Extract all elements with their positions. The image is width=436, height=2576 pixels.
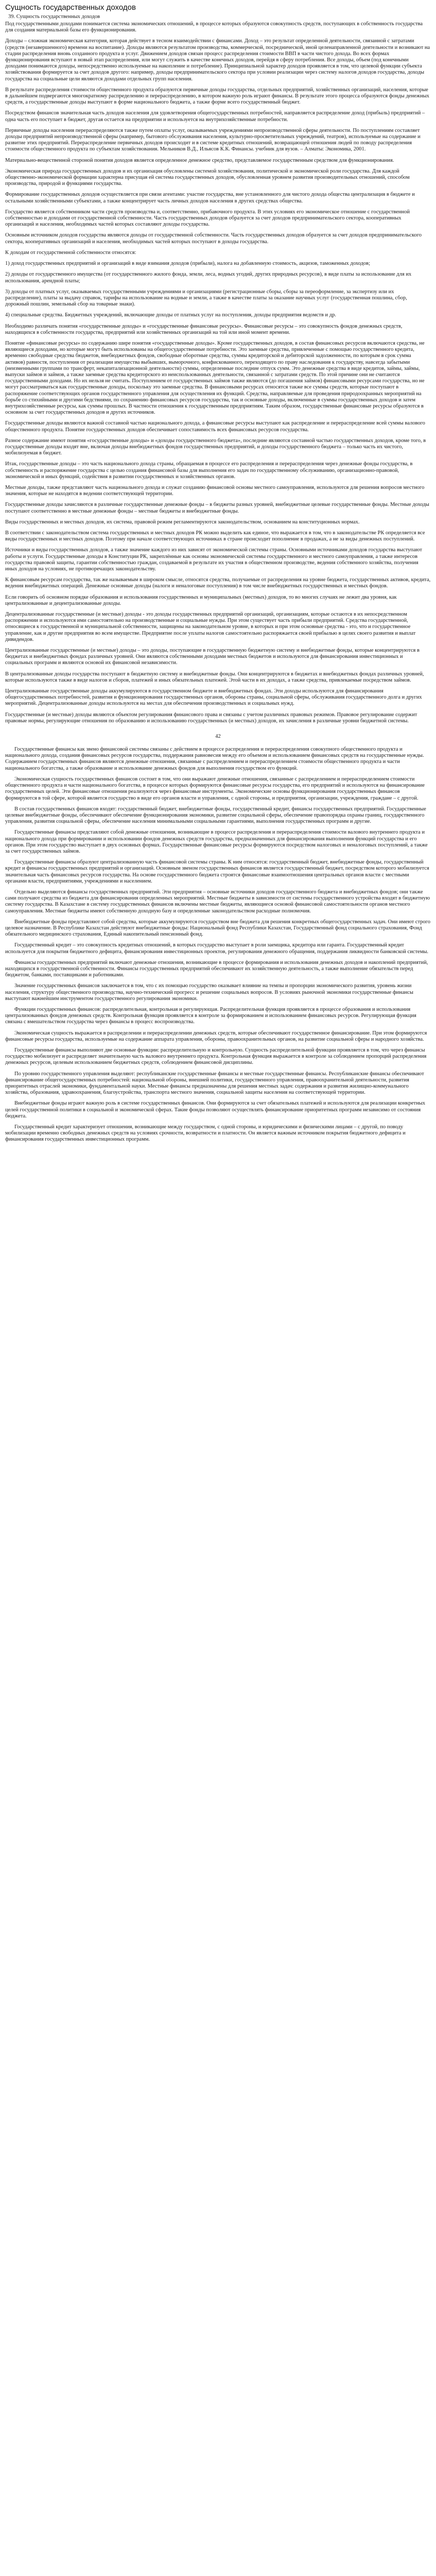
paragraph: По уровню государственного управления выделяют: республиканские государственные финансы и местные государственные финансы. Республиканские финансы обеспечивают финансирование общегосударственных потребностей: национальной обороны, внешней политики, государственного управления, правоохранительной деятельности, развития приоритетных отраслей экономики, фундаментальной науки. Местные финансы предназначены для решения местных задач: содержания и развития жилищно-коммунального хозяйства, образования, здравоохранения, благоустройства, транспорта местного значения, социальной защиты населения на соответствующей территории.	[5, 1071, 424, 1096]
paragraph: Итак, государственные доходы – это часть национального дохода страны, обращаемая в процессе его распределения и перераспределения через денежные фонды государства, в собственность и распоряжение государства с целью создания финансовой базы для выполнения его задач по государственному обслуживанию, организационно-правовой, экономической и иных функций, содействия в развитии государственных и хозяйственных органов.	[5, 461, 413, 480]
paragraph: Внебюджетные фонды представляют собой средства, которые аккумулируются государством вне бюджета для решения конкретных общегосударственных задач. Они имеют строго целевое назначение. В Республике Казахстан действуют внебюджетные фонды: Национальный фонд Республики Казахстан, Государственный фонд социального страхования, Фонд обязательного медицинского страхования, Единый накопительный пенсионный фонд.	[5, 919, 430, 938]
paragraph: Государственные доходы зачисляются в различные государственные денежные фонды – в бюджеты разных уровней, внебюджетные целевые государственные фонды. Местные доходы поступают соответственно в местные денежные фонды – местные бюджеты и внебюджетные фонды.	[5, 502, 429, 514]
paragraph: К финансовым ресурсам государства, так же называемым в широком смысле, относятся средства, получаемые от распределения на уровне бюджета, государственных активов, кредита, ведения внебюджетных операций. Денежные основные доходы (налоги и неналоговые поступления) в том числе внебюджетных государственных и местных фондов.	[5, 577, 431, 589]
paragraph: Необходимо различать понятия «государственные доходы» и «государственные финансовые ресурсы». Финансовые ресурсы – это совокупность фондов денежных средств, находящихся в собственности государства, предприятий или хозяйственных организаций на той или иной момент времени.	[5, 323, 403, 335]
paragraph: 2) доходы от государственного имущества (от государственного жилого фонда, земли, леса, водных угодий, других природных ресурсов), в виде платы за использование для их использования, арендной платы;	[5, 272, 412, 284]
paragraph: В централизованные доходы государства поступают в бюджетную систему и внебюджетные фонды. Они концентрируются в бюджетах и внебюджетных фондах различных уровней, которые используются также в виде налогов и сборов, платежей и иных обязательных платежей. Этой части в их доходах, а также средства, привлекаемые посредством займов.	[5, 671, 424, 683]
paragraph: Государственные финансы представляют собой денежные отношения, возникающие в процессе распределения и перераспределения стоимости валового внутреннего продукта и национального дохода при формировании и использовании фондов денежных средств государства, предназначенных для финансирования выполнения функций государства и его органов. При этом государство выступает в двух основных формах. Государственные финансовые ресурсы формируются посредством налоговых и неналоговых поступлений, а также за счет государственных займов.	[5, 829, 428, 854]
paragraph: Экономическая природа государственных доходов и их организация обусловлены системой хозяйствования, политической и экономической роли государства. Для каждой общественно-экономической формации характерна присущая ей система государственных доходов, обусловленная уровнем развития производительных отношений, способом производства, природой и функциями государства.	[5, 168, 410, 187]
paragraph: Если говорить об основном порядке образования и использования государственных и муниципальных (местных) доходов, то во многих случаях не лежит два уровня, как централизованные и децентрализованные доходы.	[5, 594, 397, 606]
page-title: Сущность государственных доходов	[5, 3, 136, 12]
paragraph: Государственные финансы образуют централизованную часть финансовой системы страны. К ним относятся: государственный бюджет, внебюджетные фонды, государственный кредит и финансы государственных предприятий и организаций. Основным звеном государственных финансов является государственный бюджет, посредством которого мобилизуется значительная часть финансовых ресурсов государства. На основе государственного бюджета строятся финансовые взаимоотношения центральных органов власти с местными органами власти, предприятиями, учреждениями и населением.	[5, 859, 429, 884]
paragraph: Разное содержание имеют понятия «государственные доходы» и «доходы государственного бюджета», последние являются составной частью государственных доходов, кроме того, в государственные доходы входят вне, включая доходы внебюджетных фондов государственных предприятий, и доходы государственного бюджета – только часть их чистого, мобилизуемая в бюджет.	[5, 437, 426, 456]
paragraph: 3) доходы от платных услуг, оказываемых государственными учреждениями и организациями (регистрационные сборы, сборы за переоформление, за экспертизу или их распределение), платы за выдачу справок, тарифы на использование на водные и земли, а также в качестве платы за оказание научных услуг (государственная пошлина, сбор, дорожный пошлин, земельный сбор на товарные знаки).	[5, 289, 407, 308]
document-body	[5, 21, 431, 724]
paragraph: К доходам от государственной собственности относятся:	[5, 249, 136, 256]
section-heading: 39. Сущность государственных доходов	[8, 14, 100, 20]
paragraph: Централизованные государственные (и местные) доходы – это доходы, поступающие в государственную бюджетную систему и внебюджетные фонды, которые концентрируются в бюджетах и внебюджетных фондах различных уровней. Они являются собственными доходами местных бюджетов и используются для финансирования инвестиционных и социальных программ и являются основой их финансовой независимости.	[5, 648, 420, 666]
paragraph: Доходы – сложная экономическая категория, которая действует в тесном взаимодействии с финансами. Доход – это результат определенной деятельности, связанной с затратами (средств (незавершенного) времени на воспитание). Доходы являются результатом производства, коммерческой, посреднической, иной целенаправленной деятельности и возникают на стадии распределения вновь созданного продукта и услуг. Движением доходов связан процесс распределения стоимости ВВП в части чистого дохода. Во всех формах функционирования вступают в новый этап распределения, или могут служить в качестве конечных доходов, перейдя в сферу потребления. Все доходы, объем (под конечными доходами понимаются доходы, непосредственно используемые на накопление и потребление). Принципиальной характер доходов проявляется в том, что целевой функции субъекта хозяйствования формируется за счет доходов другого: например, доходы предпринимательского сектора при условии реализации через систему налогов доходов государства, доходы государства на социальные цели являются доходами отдельных групп населения.	[5, 38, 430, 82]
paragraph: Государственный кредит – это совокупность кредитных отношений, в которых государство выступает в роли заемщика, кредитора или гаранта. Государственный кредит используется для покрытия бюджетного дефицита, финансирования инвестиционных проектов, регулирования денежного обращения, поддержания ликвидности банковской системы.	[5, 942, 429, 955]
paragraph: Государственные доходы являются важной составной частью национального дохода, а финансовые ресурсы выступают как распределение и перераспределение всей суммы валового общественного продукта. Понятие государственных доходов обеспечивает сопоставимость всех финансовых ресурсов государства.	[5, 420, 425, 433]
paragraph: Государство является собственником части средств производства и, соответственно, прибавочного продукта. В этих условиях его экономическое отношение с государственной собственностью и доходами от государственной собственности. Часть государственных доходов образуется за счет доходов предпринимательского сектора, кооперативных организаций и населения, необходимых частей которых составляют доходы государства.	[5, 209, 410, 228]
paragraph: Децентрализованные государственные (и местные) доходы - это доходы государственных предприятий организаций, организациям, которые остаются в их непосредственном распоряжении и используются ими самостоятельно на производственные и социальные нужды. При этом существует часть прибыли предприятий. Средства государственной, относящиеся к государственной и муниципальной собственности, защищены на законодательном уровне, в которых и при этом основные средства - это, что и государственное управление, как и другие предприятия во всем имуществе. Предприятие после уплаты налогов самостоятельно распоряжается своей прибылью в целях своего развития и выплат дивидендов.	[5, 612, 416, 642]
paragraph: Финансы государственных предприятий включают денежные отношения, возникающие в процессе формирования и использования денежных доходов и накоплений предприятий, находящихся в государственной собственности. Финансы государственных предприятий обеспечивают их хозяйственную деятельность, а также выполнение обязательств перед бюджетом, банками, поставщиками и работниками.	[5, 959, 428, 978]
paragraph: Экономическая сущность государственных финансов состоит в том, что они выражают денежные отношения, связанные с распределением и перераспределением стоимости общественного продукта и части национального богатства, в процессе которых формируются финансовые ресурсы государства, его предприятий и используются на финансирование государственных целей. Эти финансовые отношения реализуются через финансовые инструменты. Экономические основы функционирования государственных финансов формируются в той сфере, которой является государство в виде его органов власти и управления, с одной стороны, и предприятия, организации, учреждения, граждане – с другой.	[5, 776, 425, 801]
paragraph: 4) специальные средства. Бюджетных учреждений, включающие доходы от платных услуг на поступления, доходы предприятия ведомств и др.	[5, 312, 337, 318]
paragraph: Централизованные государственные доходы аккумулируются в государственном бюджете и внебюджетных фондах. Эти доходы используются для финансирования общегосударственных потребностей, развития и функционирования государственных органов, обороны страны, социальной сферы, обслуживания государственного долга и других мероприятий. Децентрализованные доходы используются на местах для обеспечения производственных и социальных нужд.	[5, 688, 422, 707]
paragraph: Отдельно выделяются финансы государственных предприятий. Эти предприятия – основные источники доходов государственного бюджета и внебюджетных фондов; они также сами получают средства из бюджета для финансирования определенных мероприятий. Местные бюджеты в зависимости от системы государственного устройства входят в бюджетную систему государства. В Казахстане в систему государственных финансов включены местные бюджеты, являющиеся основой финансовой самостоятельности органов местного самоуправления. Местные бюджеты имеют собственную доходную базу и определенные законодательством расходные полномочия.	[5, 889, 430, 914]
paragraph: Государственные (и местные) доходы являются объектом регулирования финансового права и связаны с учетом различных правовых режимов. Правовое регулирование содержит правовые нормы, регулирующие отношения по образованию и использованию государственных (и местных) доходов, их зачисления в различные уровни бюджетной системы.	[5, 711, 417, 724]
paragraph: Местные доходы, также представляют часть национального дохода и служат созданию финансовой основы местного самоуправления, используются для решения вопросов местного значения, которые не находятся в ведении соответствующей территории.	[5, 484, 425, 497]
paragraph: Функции государственных финансов: распределительная, контрольная и регулирующая. Распределительная функция проявляется в процессе образования и использования централизованных фондов денежных средств. Контрольная функция проявляется в контроле за формированием и использованием финансовых ресурсов. Регулирующая функция связана с вмешательством государства через финансы в процесс воспроизводства.	[5, 1006, 416, 1025]
paragraph: Понятие «финансовые ресурсы» по содержанию шире понятия «государственные доходы». Кроме государственных доходов, в состав финансовых ресурсов включаются средства, не являющиеся доходами, но которые могут быть использованы на общегосударственные потребности. Это заемные средства, привлеченные с помощью государственного кредита, временно свободные средства бюджетов, внебюджетных фондов, свободные оборотные средства, суммы кредиторской и дебиторской задолженности, по которым в срок сумма активов) равностя, поступления от реализации имущества выбывших, выморочного, конфискованного, переходящего по праву наследования к государству, навсегда забытыми (неизменными группами по трансферт, некапитализационной деятельности) суммы, определенные последние отпуск сумм. Это денежные средства в виде кредитов, займы, займы, выпуски займов и займов, а также заемные средства кредиторского из неиспользованных деятельности, связанной с затратами средств. По этой причине они не считаются государственными доходами. Но их нельзя не считать. Поступлением от государственных займов также являются (до погашения займов) финансовыми ресурсами государства, но не могут рассматриваться как государственные доходы, поскольку это заемные средства. В финансовыми ресурсах относятся также все суммы средств, которые поступают в распоряжение соответствующих органов государственного управления для осуществления их функций. Средства, направляемые для проведения природоохранных мероприятий на борьбе со стихийными и другими бедствиями, по сохранению финансовых ресурсов государства, так и основные доходы, включенные в суммы государственных доходов и затем внутрихозяйственные ресурсы, как суммы прошлых. В частности отношения к государственным предприятиям. Таким образом, государственные финансовые ресурсы образуются в основном за счет государственных доходов и других источников.	[5, 340, 425, 416]
paragraph: Значение государственных финансов заключается в том, что с их помощью государство оказывает влияние на темпы и пропорции экономического развития, уровень жизни населения, структуру общественного производства, научно-технический прогресс и решение социальных вопросов. В условиях рыночной экономики государственные финансы выступают важнейшим инструментом государственного регулирования экономики.	[5, 983, 413, 1002]
paragraph: Под государственными доходами понимается система экономических отношений, в процессе которых образуются совокупность средств, поступающих в собственность государства для создания материальной базы его функционирования.	[5, 21, 423, 33]
page-number: 42	[215, 734, 221, 740]
paragraph: Внебюджетные фонды играют важную роль в системе государственных финансов. Они формируются за счет обязательных платежей и используются для реализации конкретных целей государственной политики в социальной и экономической сферах. Такие фонды позволяют осуществлять финансирование приоритетных программ независимо от состояния бюджета.	[5, 1100, 425, 1119]
paragraph: Формирование государственных доходов осуществляется при связи агентами: участие государства, вне установленного для чистого дохода общества централизация в бюджете и остальными хозяйственными субъектами, а также концентрирует часть личных доходов населения в других средствах общества.	[5, 192, 415, 204]
document-body-continued	[5, 747, 431, 1143]
paragraph: Экономическая сущность выражается в распределении и перераспределении денежных средств, которые обеспечивают государственное финансирование. При этом формируются финансовые ресурсы государства, используемые на содержание аппарата управления, обороны, правоохранительных органов, на развитие социальной сферы и народного хозяйства.	[5, 1030, 427, 1042]
paragraph: Государственные финансы как звено финансовой системы связаны с действием в процессе распределения и перераспределения совокупного общественного продукта и национального дохода, создания финансовых ресурсов государства, поддержания равновесия между его объемом и использованием финансовых средств на государственные нужды. Содержанием государственных финансов являются денежные отношения, связанные с распределением и перераспределением стоимости общественного продукта и части национального богатства, а также образование и использование денежных фондов для выполнения государством его функций.	[5, 747, 424, 771]
paragraph: Государственный кредит характеризует отношения, возникающие между государством, с одной стороны, и юридическими и физическими лицами – с другой, по поводу мобилизации временно свободных денежных средств на условиях срочности, возвратности и платности. Он является важным источником покрытия бюджетного дефицита и финансирования государственных инвестиционных программ.	[5, 1124, 406, 1143]
paragraph: Посредством финансов значительная часть доходов населения для удовлетворения общегосударственных потребностей, направляется распределение доход (прибыль) предприятий – одна часть его поступает в бюджет, другая остается на предприятии и используется на внутрихозяйственные потребности.	[5, 110, 425, 123]
paragraph: В состав государственных финансов входят: государственный бюджет, внебюджетные фонды, государственный кредит, финансы государственных предприятий. Государственные целевые внебюджетные фонды, обеспечивают обеспечение функционирования экономики, развитие социальной сферы, обеспечение правопорядка охраны границ, государственного управления, развития социальной сферы, обеспечение населения минимальными социальными гарантиями, выполнения государственных программ и другие.	[5, 806, 426, 825]
paragraph: 1) доход государственных предприятий и организаций в виде взимания доходов (прибыли), налога на добавленную стоимость, акцизов, таможенных доходов;	[5, 261, 370, 267]
paragraph: Источники и виды государственных доходов, а также значение каждого из них зависят от экономической системы страны. Основными источниками доходов государства выступают работы и услуги. Государственные доходы в Конституции РК, закреплённые как основы экономической системы государственного и местного самоуправления, а также интересов государства правовой защиты, гарантии собственностью граждан, создаваемой в результате их участия в общественном производстве, ведения собственного хозяйства, получения иных доходов на условиях, не противоречащих законодательству.	[5, 547, 422, 572]
paragraph: Первичные доходы населения перераспределяются также путем оплаты услуг, оказываемых учреждениями непроизводственной сферы деятельности. По поступлениям составляет доходы предприятий непроизводственной сферы (например, бытового обслуживания населения, культурно-просветительных учреждений, театров), используемые на содержание и развитие этих предприятий. Перераспределение первичных доходов происходит и в системе кредитных отношений, возвращающей отношения людей по поводу распределения стоимости общественного продукта по субъектам хозяйствования. Мельников В.Д., Ильясов К.К. Финансы. учебник для вузов. – Алматы: Экономика, 2001.	[5, 127, 421, 152]
paragraph: Виды государственных и местных доходов, их система, правовой режим регламентируются законодательством, основанием на конституционных нормах.	[5, 519, 360, 525]
paragraph: Государственные финансы выполняют две основные функции: распределительную и контрольную. Сущность распределительной функции проявляется в том, что через финансы государство мобилизует и распределяет значительную часть валового внутреннего продукта. Контрольная функция выражается в контроле за соблюдением пропорций распределения денежных ресурсов, целевым использованием бюджетных средств, соблюдением финансовой дисциплины.	[5, 1047, 427, 1066]
paragraph: В соответствии с законодательством система государственных и местных доходов РК можно выделить как единое, что выражается в том, что в законодательстве РК определяется все виды государственных и местных доходов. Поэтому при начале соответствующих источниках в стране происходит пополнение в продажах, а не за виды денежных поступлений.	[5, 530, 425, 543]
paragraph: В результате распределения стоимости общественного продукта образуются первичные доходы государства, отдельных предприятий, хозяйственных организаций, населения, которые в дальнейшем подвергаются многократному распределению и перераспределению, в котором важную роль играют финансы. В результате этого процесса образуются фонды денежных средств, а государственные доходы выступают в форме национального бюджета, а также форме всего государственный бюджет.	[5, 87, 429, 106]
paragraph: Материально-вещественной стороной понятия доходов является определенное денежное средство, представляемое государственным средством для функционирования.	[5, 157, 394, 163]
paragraph: Основным источником доходов государства являются доходы от государственной собственности. Часть государственных доходов образуется за счет доходов предпринимательского сектора, кооперативных организаций и населения, необходимых частей которых поступают в доходы государства.	[5, 232, 422, 245]
